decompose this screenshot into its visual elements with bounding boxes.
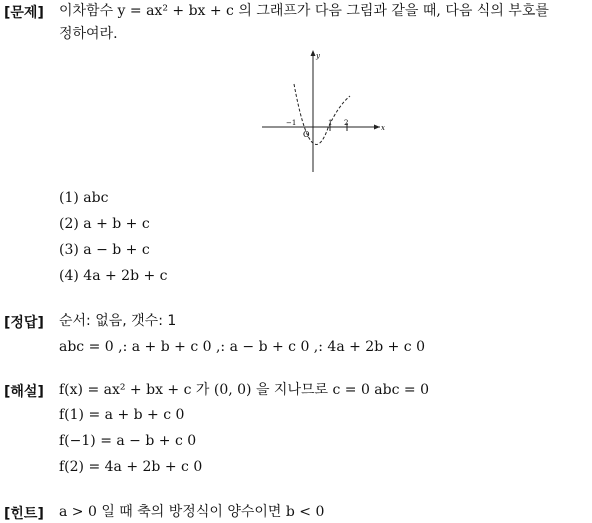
solution-line-1: f(x) = ax² + bx + c 가 (0, 0) 을 지나므로 c = 0 abc = 0 (59, 382, 429, 398)
answer-signs: abc = 0 ,: a + b + c 0 ,: a − b + c 0 ,: 4a + 2b + c 0 (59, 339, 426, 355)
answer-tag: [정답] (4, 315, 44, 331)
origin-label: O (303, 130, 310, 139)
y-axis-arrow (311, 50, 316, 56)
tick-label-1: 1 (328, 119, 333, 127)
y-axis-label: y (316, 52, 320, 60)
tick-label-minus-1: −1 (286, 119, 297, 127)
hint-tag: [힌트] (4, 506, 44, 522)
problem-item-1: (1) abc (59, 190, 109, 206)
answer-order-count: 순서: 없음, 갯수: 1 (59, 313, 177, 329)
solution-line-2: f(1) = a + b + c 0 (59, 407, 185, 423)
x-axis-arrow (374, 125, 380, 130)
problem-tag: [문제] (4, 5, 44, 21)
solution-line-4: f(2) = 4a + 2b + c 0 (59, 459, 203, 475)
tick-label-2: 2 (344, 119, 349, 127)
problem-statement-line2: 정하여라. (59, 26, 118, 42)
problem-item-2: (2) a + b + c (59, 216, 150, 232)
x-axis-label: x (381, 124, 385, 132)
parabola-graph (256, 46, 386, 176)
solution-line-3: f(−1) = a − b + c 0 (59, 433, 197, 449)
problem-statement-line1: 이차함수 y = ax² + bx + c 의 그래프가 다음 그림과 같을 때, 다음 식의 부호를 (59, 3, 549, 19)
hint-text: a > 0 일 때 축의 방정식이 양수이면 b < 0 (59, 504, 325, 520)
solution-tag: [해설] (4, 384, 44, 400)
problem-item-3: (3) a − b + c (59, 242, 150, 258)
problem-item-4: (4) 4a + 2b + c (59, 268, 168, 284)
